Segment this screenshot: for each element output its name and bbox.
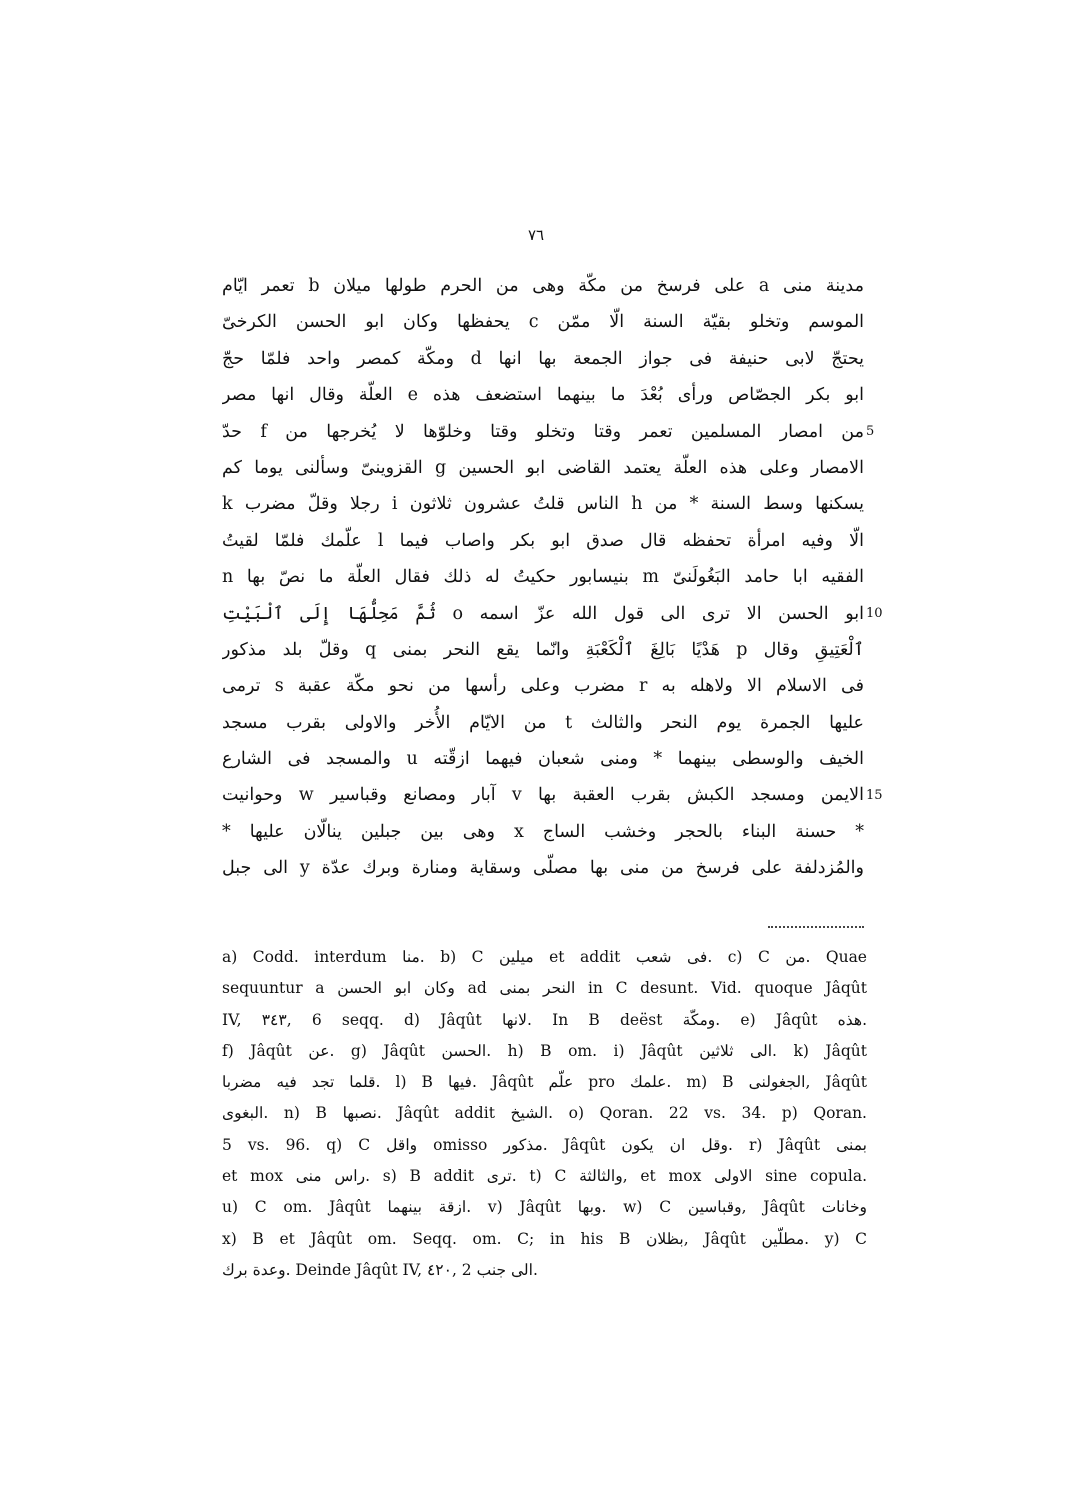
arabic-text-line: يحتجّ لابى حنيفة فى جواز الجمعة بها انها d ومكّة كمصر واحد فلمّا حجّ xyxy=(222,348,864,369)
arabic-text-line: الامصار وعلى هذه العلّة يعتمد القاضى ابو الحسين g القزوينىّ وسألنى يوما كم xyxy=(222,457,864,478)
arabic-text-line: الخيف والوسطى بينهما * ومنى شعبان فيهما ازقّته u والمسجد فى الشارع xyxy=(222,749,864,770)
arabic-text-line: الّا وفيه امرأة تحفظه قال صدق ابو بكر واصاب فيما l علّمك فلمّا لقيتُ xyxy=(222,530,864,551)
continuation-mark xyxy=(222,922,864,932)
footnote-line: et mox راس منى. s) B addit ترى. t) C والثالثة, et mox الاولى sine copula. xyxy=(222,1167,867,1186)
arabic-text-line: الموسم وتخلو بقيّة السنة الّا ممّن c يحفظها وكان ابو الحسن الكرخىّ xyxy=(222,312,864,333)
arabic-text-line: يسكنها وسط السنة * من h الناس قلتُ عشرون ثلاثون i رجلا وقلّ مضرب k xyxy=(222,494,864,515)
arabic-text-line: ابو الحسن الا ترى الى قول الله عزّ اسمه o ثُمَّ مَحِلُّهَا إِلَى ٱلْبَيْتِ xyxy=(222,603,864,624)
footnote-line: u) C om. Jâqût ازقة بينهما. v) Jâqût وبها. w) C وقباسين, Jâqût وخانات xyxy=(222,1198,867,1217)
arabic-text-line: عليها الجمرة يوم النحر والثالث t من الايّام الأُخر والاولى بقرب مسجد xyxy=(222,712,864,733)
footnote-line: IV, ٣٤٣, 6 seqq. d) Jâqût لانها. In B deëst ومكّة. e) Jâqût هذه. xyxy=(222,1010,867,1029)
arabic-text-line: الفقيه ابا حامد البَغُولَنىّ m بنيسابور حكيتُ له ذلك فقال العلّة ما نصّ بها n xyxy=(222,567,864,588)
footnote-line: sequuntur a وكان ابو الحسن ad النحر بمنى in C desunt. Vid. quoque Jâqût xyxy=(222,979,867,998)
footnote-line: f) Jâqût عن. g) Jâqût الحسن. h) B om. i) Jâqût الى ثلاثين. k) Jâqût xyxy=(222,1041,867,1060)
arabic-main-text xyxy=(222,268,864,887)
margin-line-number: 10 xyxy=(866,605,883,621)
margin-line-number: 5 xyxy=(866,423,875,439)
footnote-line: a) Codd. interdum منا. b) C ميلين et addit فى شعب. c) C من. Quae xyxy=(222,948,867,966)
footnote-line: قلما تجد فيه مضربا. l) B فيها. Jâqût علّم pro علمك. m) B الجغولنى, Jâqût xyxy=(222,1073,867,1092)
footnote-line: البغوى. n) B نصبها. Jâqût addit الشيخ. o) Qoran. 22 vs. 34. p) Qoran. xyxy=(222,1104,867,1123)
footnote-line: وعدة برك. Deinde Jâqût IV, ٤٢٠, 2 الى جنب. xyxy=(222,1260,538,1279)
margin-line-number: 15 xyxy=(866,787,883,803)
footnote-line: x) B et Jâqût om. Seqq. om. C; in his B بظلان, Jâqût مطلّين. y) C xyxy=(222,1229,867,1248)
footnote-line: 5 vs. 96. q) C واقل omisso مذكور. Jâqût وقل ان يكون. r) Jâqût بمنى xyxy=(222,1135,867,1154)
arabic-text-line: والمُزدلفة على فرسخ من منى بها مصلّى وسقاية ومنارة وبرك عدّة y الى جبل xyxy=(222,858,864,879)
page-number: ٧٦ xyxy=(527,226,545,244)
arabic-text-line: من امصار المسلمين تعمر وقتا وتخلو وقتا وخلوّها لا يُخرجها من f حدّ xyxy=(222,421,864,442)
footnotes xyxy=(222,942,867,1286)
arabic-text-line: ابو بكر الجصّاص ورأى بُعْدَ ما بينهما استضعف هذه e العلّة وقال انها مصر xyxy=(222,385,864,406)
arabic-text-line: مدينة منى a على فرسخ من مكّة وهى من الحرم طولها ميلان b تعمر ايّام xyxy=(222,276,864,296)
arabic-text-line: * حسنة البناء بالحجر وخشب الساج x وهى بين جبلين ينالّان عليها * xyxy=(222,821,864,842)
arabic-text-line: فى الاسلام الا ولاهله به r مضرب وعلى رأسها من نحو مكّة عقبة s ترمى xyxy=(222,676,864,697)
arabic-text-line: ٱلْعَتِيقِ وقال p هَدْيًا بَالِغَ ٱلْكَعْبَةِ وانّما يقع النحر بمنى q وقلّ بلد مذكور xyxy=(222,639,864,660)
arabic-text-line: الايمن ومسجد الكبش بقرب العقبة بها v آبار ومصانع وقباسير w وحوانيت xyxy=(222,785,864,806)
